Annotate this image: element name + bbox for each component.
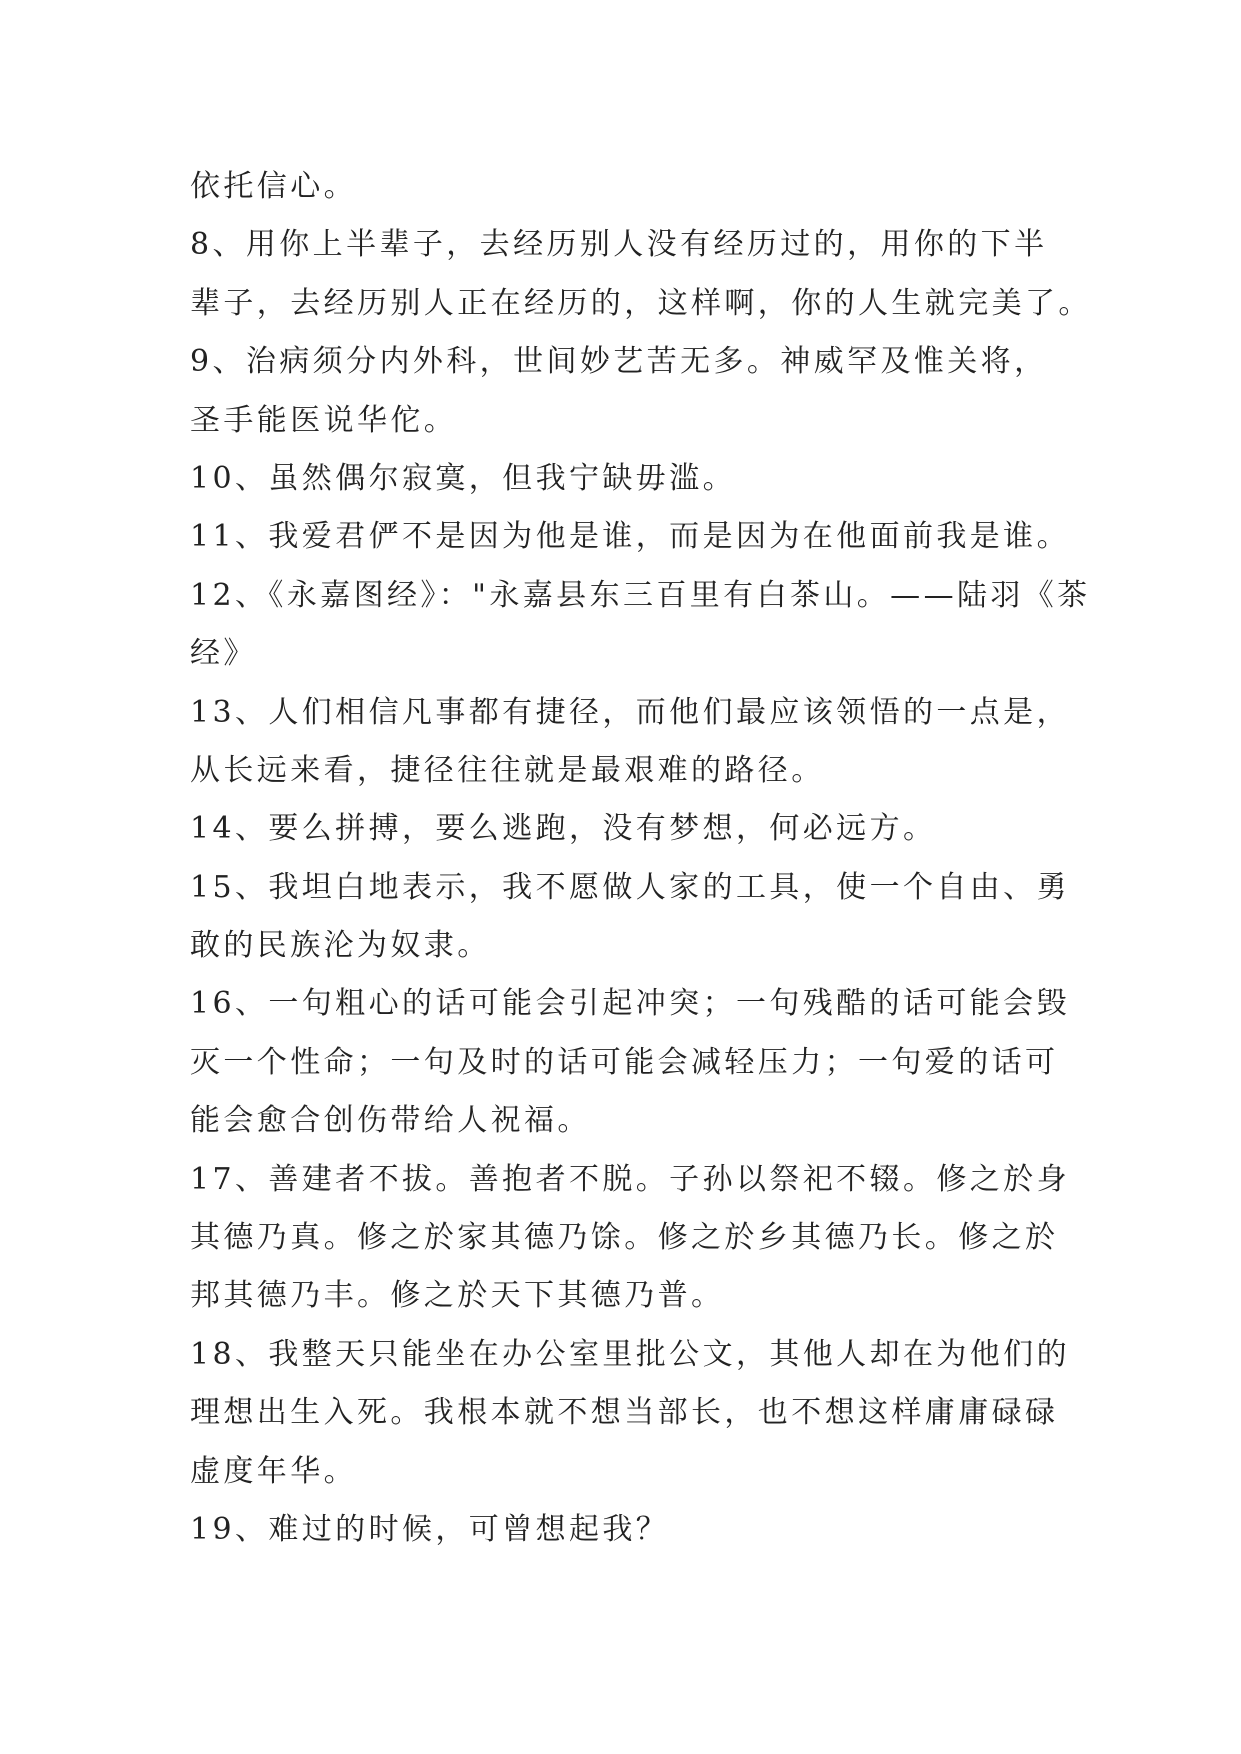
- text-line-7: 11、我爱君俨不是因为他是谁，而是因为在他面前我是谁。: [190, 519, 1070, 555]
- text-line-11: 从长远来看，捷径往往就是最艰难的路径。: [190, 752, 825, 788]
- text-line-15: 16、一句粗心的话可能会引起冲突；一句残酷的话可能会毁: [190, 986, 1070, 1022]
- text-line-21: 18、我整天只能坐在办公室里批公文，其他人却在为他们的: [190, 1336, 1070, 1372]
- text-line-18: 17、善建者不拔。善抱者不脱。子孙以祭祀不辍。修之於身: [190, 1161, 1070, 1197]
- text-line-8: 12、《永嘉图经》："永嘉县东三百里有白茶山。——陆羽《茶: [190, 577, 1091, 613]
- text-line-6: 10、虽然偶尔寂寞，但我宁缺毋滥。: [190, 460, 736, 496]
- text-line-23: 虚度年华。: [190, 1453, 357, 1489]
- text-line-9: 经》: [190, 636, 257, 672]
- text-line-17: 能会愈合创伤带给人祝福。: [190, 1103, 591, 1139]
- text-line-22: 理想出生入死。我根本就不想当部长，也不想这样庸庸碌碌: [190, 1395, 1059, 1431]
- text-line-4: 9、治病须分内外科，世间妙艺苦无多。神威罕及惟关将，: [190, 344, 1048, 380]
- text-line-14: 敢的民族沦为奴隶。: [190, 928, 491, 964]
- text-line-24: 19、难过的时候，可曾想起我？: [190, 1511, 670, 1547]
- text-line-16: 灭一个性命；一句及时的话可能会减轻压力；一句爱的话可: [190, 1044, 1059, 1080]
- text-line-19: 其德乃真。修之於家其德乃馀。修之於乡其德乃长。修之於: [190, 1220, 1059, 1256]
- document-body: [190, 158, 1090, 1559]
- text-line-3: 辈子，去经历别人正在经历的，这样啊，你的人生就完美了。: [190, 285, 1092, 321]
- text-line-1: 依托信心。: [190, 169, 357, 204]
- text-line-5: 圣手能医说华佗。: [190, 402, 458, 438]
- text-line-20: 邦其德乃丰。修之於天下其德乃普。: [190, 1278, 725, 1314]
- text-line-2: 8、用你上半辈子，去经历别人没有经历过的，用你的下半: [190, 227, 1048, 263]
- text-line-13: 15、我坦白地表示，我不愿做人家的工具，使一个自由、勇: [190, 869, 1070, 905]
- text-line-12: 14、要么拼搏，要么逃跑，没有梦想，何必远方。: [190, 811, 937, 847]
- text-line-10: 13、人们相信凡事都有捷径，而他们最应该领悟的一点是，: [190, 694, 1070, 730]
